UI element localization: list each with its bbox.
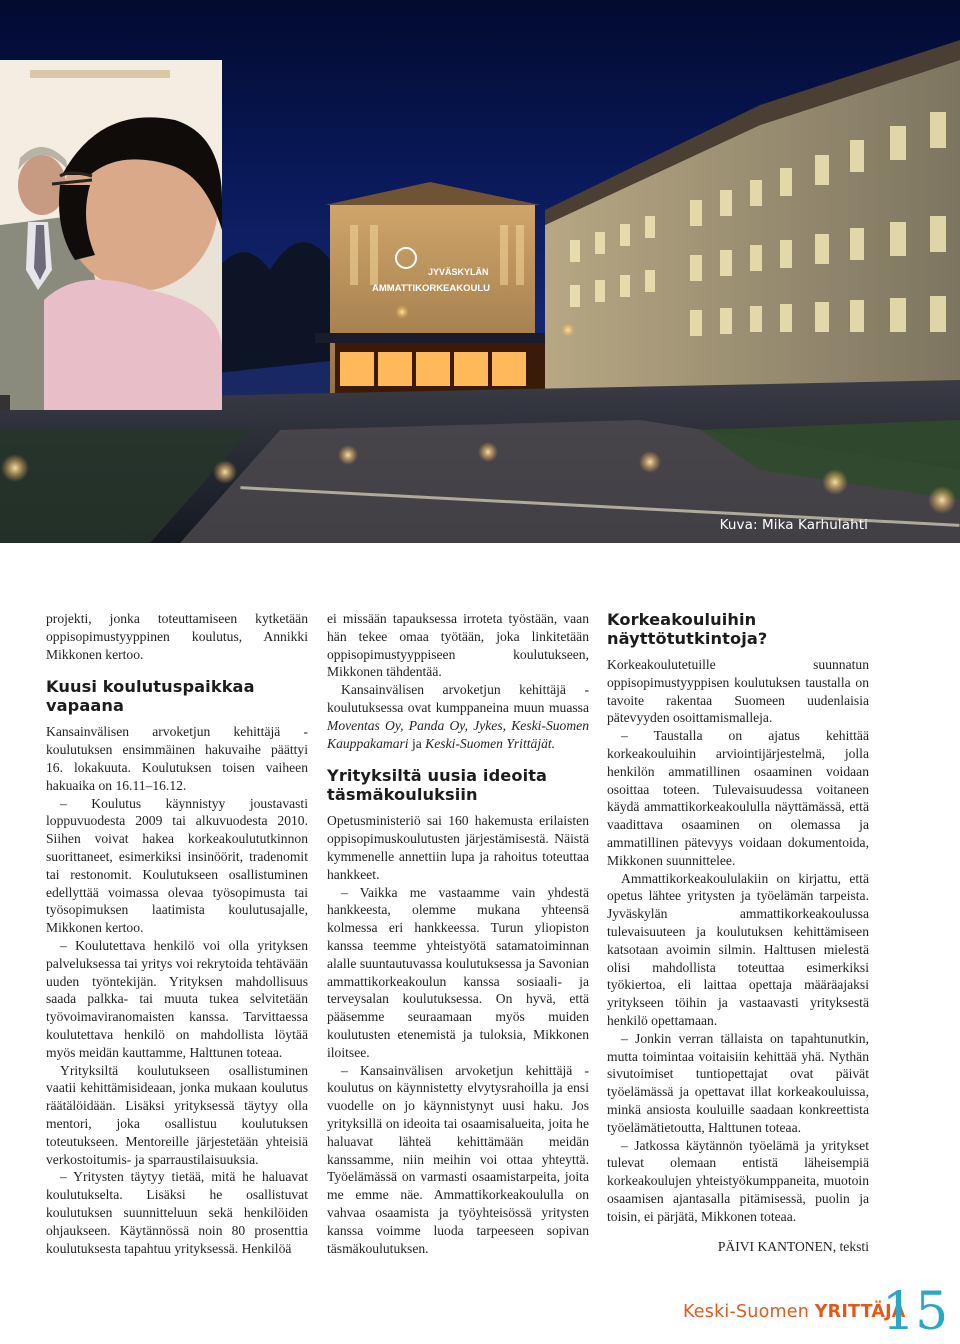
paragraph: – Jatkossa käytännön työelämä ja yritykset tulevat olemaan entistä läheisempiä korkeakoulujen yhteistyökumppaneita, muotoin osaamisen ajantasalla pitämisessä, puolin ja toisin, ei pärjätä, Mikkonen toteaa. [607,1137,869,1224]
paragraph: – Kansainvälisen arvoketjun kehittäjä -koulutus on käynnistetty elvytysrahoilla ja ensi vuodelle on jo käynnistynyt uusi haku. Jos yrityksillä on ideoita tai osaamisalueita, joita he haluavat lähteä kehittämään meidän kanssamme, niin meihin voi ottaa yhteyttä. Työelämässä on varmasti osaamistarpeita, joita me emme näe. Ammattikorkeakoululla on vahvaa osaamista ja työyhteisössä yritysten kanssa voimme luoda tarpeeseen sopivan täsmäkoulutuksen. [327,1062,589,1256]
paragraph: – Koulutettava henkilö voi olla yrityksen palveluksessa tai yritys voi rekrytoida tehtävään uuden työntekijän. Yrityksen mahdollisuus saada palkka- tai muuta tukea selvitetään työvoimaviranomaisten kanssa. Tarvittaessa koulutettava henkilö on mahdollista löytää myös meidän kauttamme, Halttunen toteaa. [46,937,308,1060]
column-1 [46,610,308,1257]
paragraph: Yrityksiltä koulutukseen osallistuminen vaatii kehittämisideaan, jonka mukaan koulutus räätälöidään. Lisäksi yrityksessä täytyy olla mentori, joka osallistuu koulutuksen toteutukseen. Mentoreille järjestetään yhteisiä verkostoitumis- ja sparraustilaisuuksia. [46,1062,308,1167]
subheading-ideoita: Yrityksiltä uusia ideoita täsmäkouluksiin [327,766,548,805]
paragraph: – Jonkin verran tällaista on tapahtunutkin, mutta toimintaa voitaisiin kehittää yhä. Nythän sivutoimiset tuntiopettajat ovat päivät työelämässä ja opettavat illat korkeakouluissa, minkä ansiosta kouluille saadaan konkreettista työelämätietoutta, Halttunen toteaa. [607,1030,869,1135]
paragraph: – Yritysten täytyy tietää, mitä he haluavat koulutukselta. Lisäksi he osallistuvat koulutuksen suunnitteluun sekä henkilöiden ohjaukseen. Käytännössä noin 80 prosenttia koulutuksesta tapahtuu yrityksessä. Henkilöä [46,1169,308,1256]
paragraph: – Vaikka me vastaamme vain yhdestä hankkeesta, olemme mukana yhteensä kolmessa eri hankkeessa. Turun yliopiston kanssa teemme yhteistyötä satamatoiminnan alalle suuntautuvassa koulutuksessa ja Savonian ammattikorkeakoulun kanssa sosiaali- ja terveysalan koulutuksessa. On hyvä, että pääsemme seuraamaan myös muiden koulutusten etenemistä ja tuloksia, Mikkonen iloitsee. [327,884,590,1060]
column-3 [607,610,869,1255]
brand-part-bold: YRITTÄJÄ [814,1302,906,1322]
author-signature: PÄIVI KANTONEN, teksti [717,1238,869,1254]
text-span: Kansainvälisen arvoketjun kehittäjä -koulutuksessa ovat kumppaneina muun muassa [327,682,589,715]
column-2 [327,610,589,1257]
paragraph-partners [327,681,589,752]
paragraph: ei missään tapauksessa irroteta työstään, vaan hän tekee omaa työtään, joka linkitetään oppisopimustyyppiseen koulutukseen, Mikkonen tähdentää. [327,611,589,680]
paragraph: Kansainvälisen arvoketjun kehittäjä -koulutuksen ensimmäinen hakuvaihe päättyi 16. lokakuuta. Koulutuksen toisen vaiheen hakuaika on 16.11–16.12. [46,724,308,793]
text-span: ja [408,735,426,751]
paragraph: Korkeakoulutetuille suunnatun oppisopimustyyppisen koulutuksen taustalla on tavoite rakentaa Suomeen uudenlaisia pätevyyden osoittamismalleja. [607,657,869,726]
paragraph: Ammattikorkeakoululakiin on kirjattu, että opetus lähtee yritysten ja työelämän tarpeista. Jyväskylän ammattikorkeakoulussa tulevaisuuteen ja koulutuksen kehittämiseen katsotaan avoimin silmin. Halttusen mielestä olisi mahdollista toteuttaa esimerkiksi työkiertoa, eli laittaa opettaja määräajaksi yritykseen töihin ja vastaavasti yrityksestä henkilö opettamaan. [607,870,869,1028]
sign-line-1: JYVÄSKYLÄN [428,267,489,277]
sign-line-2: AMMATTIKORKEAKOULU [372,283,491,294]
partner-names: Keski-Suomen Yrittäjät. [425,735,556,751]
subheading-nayttotutkinnot: Korkeakouluihin näyttötutkintoja? [607,610,768,648]
partner-names: Moventas Oy, Panda Oy, Jykes, Keski-Suomen Kauppakamari [327,717,589,751]
subheading-koulutuspaikat: Kuusi koulutuspaikkaa vapaana [46,677,255,716]
paragraph: – Taustalla on ajatus kehittää korkeakouluihin arviointijärjestelmä, jolla henkilön ammatillinen osaaminen voidaan osoittaa toteen. Tulevaisuudessa voitaneen käydä ammattikorkeakoululla näyttämässä, että vaadittava osaaminen on olemassa ja ammatillinen pätevyys voidaan dokumentoida, Mikkonen suunnittelee. [607,728,869,868]
paragraph: Opetusministeriö sai 160 hakemusta erilaisten oppisopimuskoulutusten järjestämisestä. Näistä kymmenelle annettiin lupa ja rahoitus toteuttaa hankkeet. [327,813,589,882]
campus-night-scene [0,0,960,543]
page-number: 15 [882,1282,949,1342]
hero-photo [0,0,960,543]
magazine-brand [683,1302,906,1322]
photo-credit: Kuva: Mika Karhulahti [719,517,868,533]
paragraph: projekti, jonka toteuttamiseen kytketään oppisopimustyyppinen koulutus, Annikki Mikkonen kertoo. [46,611,308,662]
paragraph: – Koulutus käynnistyy joustavasti loppuvuodesta 2009 tai alkuvuodesta 2010. Siihen voivat hakea korkeakoulututkinnon suorittaneet, esimerkiksi insinöörit, tradenomit tai restonomit. Koulutukseen osallistuminen edellyttää voimassa olevaa työsopimusta tai työsopimuksen laatimista koulutusajalle, Mikkonen kertoo. [46,795,308,936]
brand-part: Keski-Suomen [683,1302,815,1322]
